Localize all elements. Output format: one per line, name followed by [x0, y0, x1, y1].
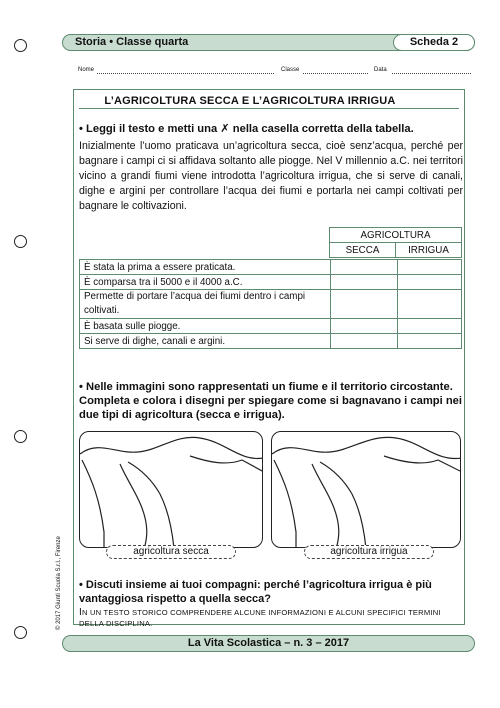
checkbox-irrigua[interactable]: [398, 290, 462, 319]
copyright-note: © 2017 Giunti Scuola S.r.l., Firenze: [56, 536, 62, 630]
river-landscape-drawing: [272, 432, 461, 548]
scheda-label: Scheda 2: [393, 34, 475, 51]
table-row-label: È comparsa tra il 5000 e il 4000 a.C.: [80, 275, 331, 290]
drawing-irrigua[interactable]: [271, 431, 461, 548]
checkbox-secca[interactable]: [331, 275, 398, 290]
binder-hole: [14, 235, 27, 248]
checkbox-secca[interactable]: [331, 334, 398, 349]
table-row-label: È stata la prima a essere praticata.: [80, 260, 331, 275]
table-row: [80, 334, 462, 349]
nome-label: Nome: [78, 67, 95, 73]
classe-field[interactable]: [303, 73, 368, 74]
binder-hole: [14, 430, 27, 443]
checkbox-irrigua[interactable]: [398, 334, 462, 349]
checkbox-secca[interactable]: [331, 290, 398, 319]
objective-text: N UN TESTO STORICO COMPRENDERE ALCUNE INFORMAZIONI E ALCUNI SPECIFICI TERMINI DELLA DISCIPLINA.: [79, 608, 441, 628]
exercise3-question: • Discuti insieme ai tuoi compagni: perché l’agricoltura irrigua è più vantaggiosa rispetto a quella secca?: [79, 579, 432, 605]
exercise-table: [79, 259, 462, 349]
checkbox-irrigua[interactable]: [398, 275, 462, 290]
table-row-label: Si serve di dighe, canali e argini.: [80, 334, 331, 349]
classe-label: Classe: [281, 67, 300, 73]
caption-irrigua: agricoltura irrigua: [304, 545, 434, 559]
data-field[interactable]: [392, 73, 471, 74]
objective-initial: I: [79, 607, 82, 618]
table-column-irrigua: IRRIGUA: [396, 243, 462, 258]
exercise1-text: Inizialmente l’uomo praticava un’agricoltura secca, cioè senz’acqua, perché per bagnare i campi ci si affidava soltanto alle piogge. Nel V millennio a.C. nei territori vicino a grandi fiumi viene introdotta l’agricoltura irrigua, che si serve di canali, dighe e argini per controllare l’acqua dei fiumi e portarla nei campi coltivati per bagnare le coltivazioni.: [79, 140, 463, 212]
checkbox-irrigua[interactable]: [398, 319, 462, 334]
table-group-header: AGRICOLTURA: [330, 228, 462, 243]
table-row-label: È basata sulle piogge.: [80, 319, 331, 334]
table-row-label: Permette di portare l’acqua dei fiumi dentro i campi coltivati.: [80, 290, 331, 319]
binder-hole: [14, 39, 27, 52]
learning-objective: [79, 607, 459, 629]
table-header: [329, 227, 462, 258]
table-column-secca: SECCA: [330, 243, 396, 258]
table-row: [80, 290, 462, 319]
checkbox-secca[interactable]: [331, 260, 398, 275]
header-title: Storia • Classe quarta: [75, 36, 189, 48]
title-divider: [79, 108, 459, 109]
footer-text: La Vita Scolastica – n. 3 – 2017: [187, 637, 350, 649]
binder-hole: [14, 626, 27, 639]
header-band: [62, 34, 475, 51]
river-landscape-drawing: [80, 432, 263, 548]
caption-secca: agricoltura secca: [106, 545, 236, 559]
table-row: [80, 319, 462, 334]
table-row: [80, 260, 462, 275]
page-title: L’AGRICOLTURA SECCA E L’AGRICOLTURA IRRIGUA: [104, 95, 396, 107]
checkbox-secca[interactable]: [331, 319, 398, 334]
exercise1-instruction: • Leggi il testo e metti una ✗ nella casella corretta della tabella.: [79, 123, 414, 135]
table-row: [80, 275, 462, 290]
checkbox-irrigua[interactable]: [398, 260, 462, 275]
footer-band: [62, 635, 475, 652]
data-label: Data: [374, 67, 387, 73]
drawing-secca[interactable]: [79, 431, 263, 548]
exercise2-instruction: • Nelle immagini sono rappresentati un fiume e il territorio circostante. Completa e colora i disegni per spiegare come si bagnavano i campi nei due tipi di agricoltura (secca e irrigua).: [79, 381, 462, 421]
nome-field[interactable]: [97, 73, 274, 74]
